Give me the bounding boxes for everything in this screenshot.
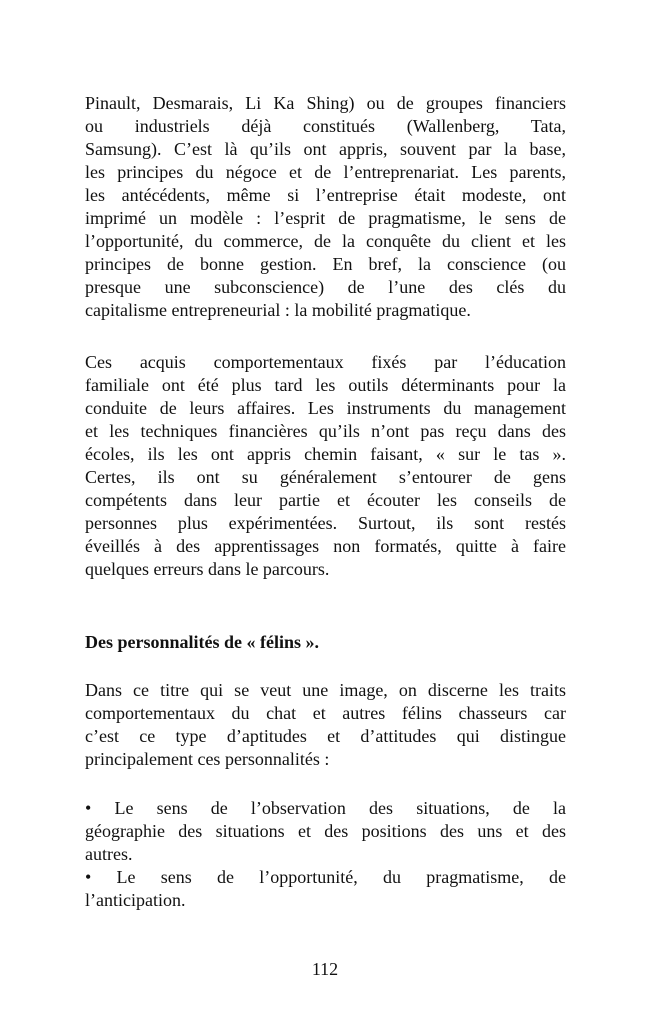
- paragraph-1: [85, 92, 566, 322]
- text-line: Samsung). C’est là qu’ils ont appris, souvent par la base,: [85, 139, 566, 159]
- bullet-item: [85, 866, 566, 912]
- page-number: 112: [311, 959, 339, 979]
- section-paragraph: [85, 679, 566, 771]
- text-line: Pinault, Desmarais, Li Ka Shing) ou de groupes financiers: [85, 93, 566, 113]
- text-line: autres.: [85, 844, 133, 864]
- text-line: géographie des situations et des positions des uns et des: [85, 821, 566, 841]
- paragraph-2: [85, 351, 566, 581]
- text-line: c’est ce type d’aptitudes et d’attitudes qui distingue: [85, 726, 566, 746]
- text-line: Dans ce titre qui se veut une image, on discerne les traits: [85, 680, 566, 700]
- text-line: les antécédents, même si l’entreprise était modeste, ont: [85, 185, 566, 205]
- text-line: ou industriels déjà constitués (Wallenberg, Tata,: [85, 116, 566, 136]
- text-line: l’opportunité, du commerce, de la conquête du client et les: [85, 231, 566, 251]
- text-line: familiale ont été plus tard les outils déterminants pour la: [85, 375, 566, 395]
- text-line: capitalisme entrepreneurial : la mobilité pragmatique.: [85, 300, 471, 320]
- text-line: éveillés à des apprentissages non formatés, quitte à faire: [85, 536, 566, 556]
- text-line: Ces acquis comportementaux fixés par l’éducation: [85, 352, 566, 372]
- text-line: • Le sens de l’observation des situations, de la: [85, 798, 566, 818]
- text-line: principalement ces personnalités :: [85, 749, 330, 769]
- text-line: et les techniques financières qu’ils n’ont pas reçu dans des: [85, 421, 566, 441]
- text-line: quelques erreurs dans le parcours.: [85, 559, 330, 579]
- text-line: conduite de leurs affaires. Les instruments du management: [85, 398, 566, 418]
- text-line: écoles, ils les ont appris chemin faisant, « sur le tas ».: [85, 444, 566, 464]
- text-line: personnes plus expérimentées. Surtout, ils sont restés: [85, 513, 566, 533]
- text-line: comportementaux du chat et autres félins chasseurs car: [85, 703, 566, 723]
- text-line: presque une subconscience) de l’une des clés du: [85, 277, 566, 297]
- text-line: l’anticipation.: [85, 890, 186, 910]
- text-line: imprimé un modèle : l’esprit de pragmatisme, le sens de: [85, 208, 566, 228]
- text-line: • Le sens de l’opportunité, du pragmatisme, de: [85, 867, 566, 887]
- text-line: principes de bonne gestion. En bref, la conscience (ou: [85, 254, 566, 274]
- text-line: compétents dans leur partie et écouter les conseils de: [85, 490, 566, 510]
- bullet-list: [85, 797, 566, 912]
- bullet-item: [85, 797, 566, 866]
- section-heading: Des personnalités de « félins ».: [85, 632, 319, 652]
- text-line: Certes, ils ont su généralement s’entourer de gens: [85, 467, 566, 487]
- text-line: les principes du négoce et de l’entreprenariat. Les parents,: [85, 162, 566, 182]
